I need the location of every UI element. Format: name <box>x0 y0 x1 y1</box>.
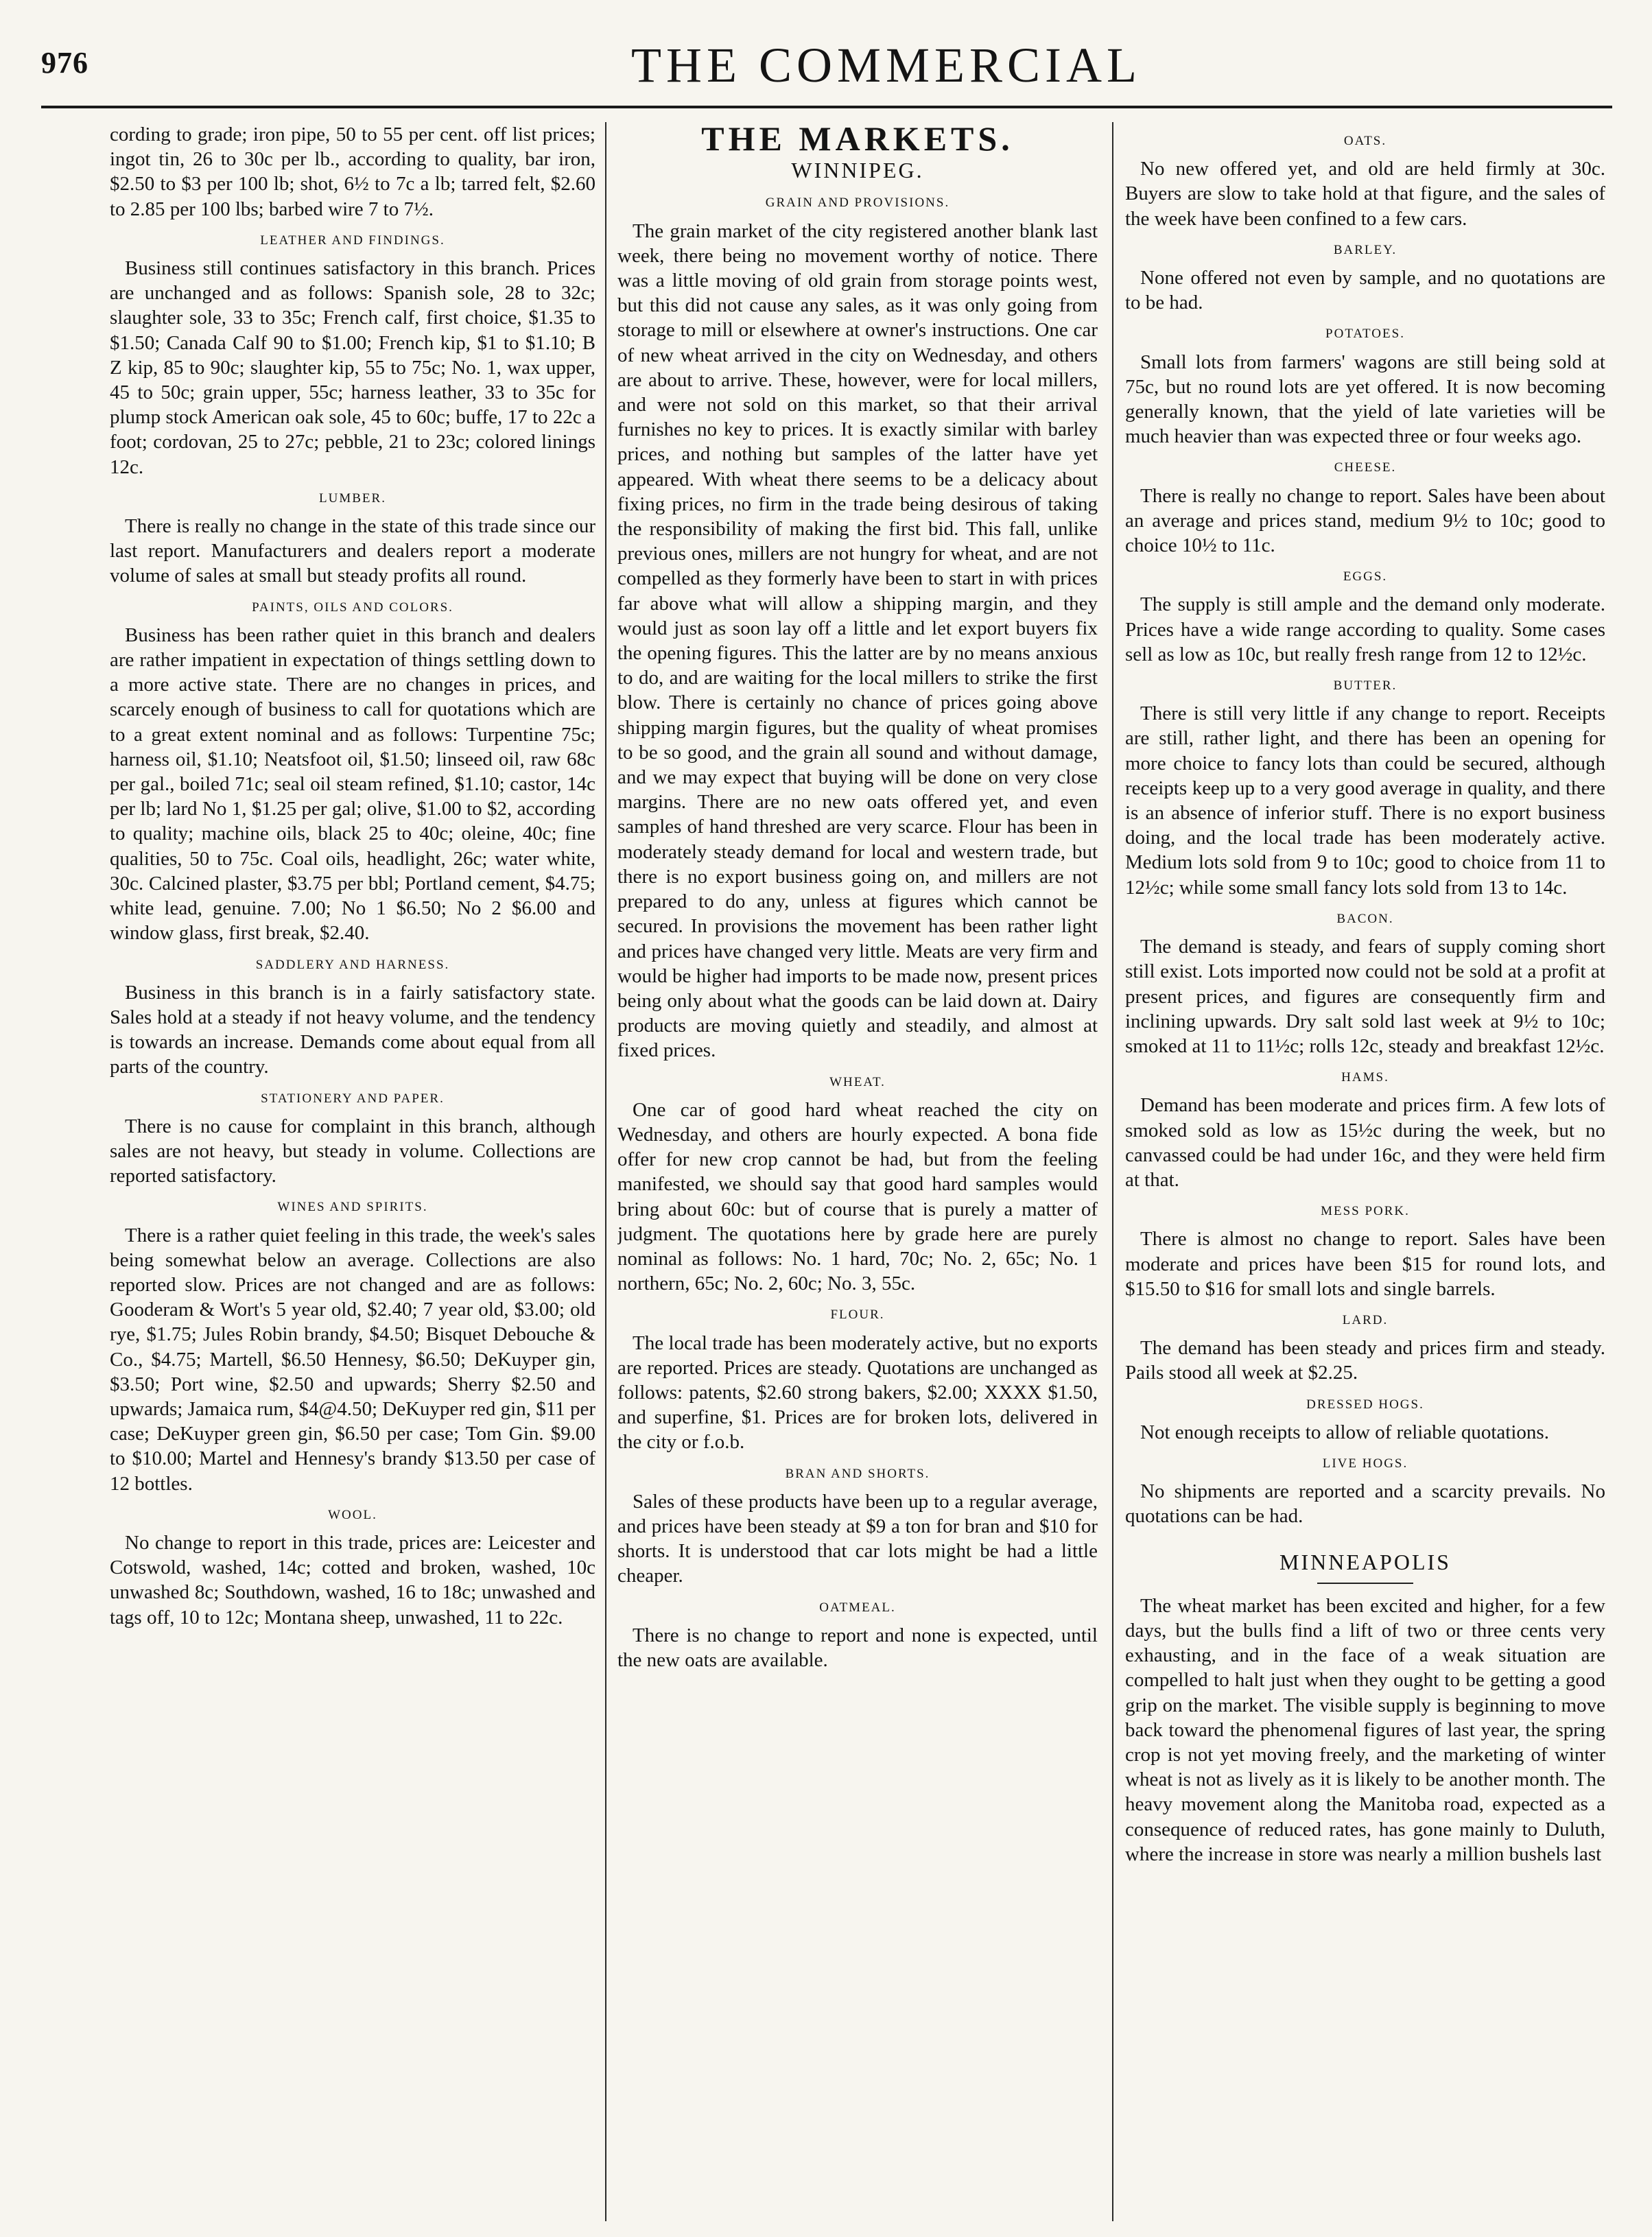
paints-paragraph: Business has been rather quiet in this branch and dealers are rather impatient in expectation of things settling down to a more active state. There are no changes in prices, and scarcely enough of business to call for quotations which are to a great extent nominal and as follows: Turpentine 75c; harness oil, $1.10; Neatsfoot oil, $1.50; linseed oil, raw 68c per gal., boiled 71c; seal oil steam refined, $1.10; castor, 14c per lb; lard No 1, $1.25 per gal; olive, $1.00 to $2, according to quality; machine oils, black 25 to 40c; oleine, 40c; fine qualities, 50 to 75c. Coal oils, headlight, 26c; water white, 30c. Calcined plaster, $3.75 per bbl; Portland cement, $4.75; white lead, genuine. 7.00; No 1 $6.50; No 2 $6.00 and window glass, first break, $2.40. <box>110 624 595 945</box>
leather-heading: LEATHER AND FINDINGS. <box>260 233 445 248</box>
lard-paragraph: The demand has been steady and prices firm and steady. Pails stood all week at $2.25. <box>1125 1337 1605 1384</box>
wool-paragraph: No change to report in this trade, prices are: Leicester and Cotswold, washed, 14c; cotted and broken, washed, 10c unwashed 8c; Southdown, washed, 16 to 18c; unwashed and tags off, 10 to 12c; Montana sheep, unwashed, 11 to 22c. <box>110 1531 595 1629</box>
column-divider-1 <box>605 122 606 2221</box>
potatoes-heading: POTATOES. <box>1325 327 1405 342</box>
live-hogs-heading: LIVE HOGS. <box>1322 1456 1408 1471</box>
column-divider-2 <box>1112 122 1113 2221</box>
mess-pork-paragraph: There is almost no change to report. Sales have been moderate and prices have been $15 for round lots, and $15.50 to $16 for small lots and single barrels. <box>1125 1228 1605 1300</box>
masthead-title: THE COMMERCIAL <box>631 38 1142 93</box>
oats-heading: OATS. <box>1343 134 1387 148</box>
butter-heading: BUTTER. <box>1333 678 1397 694</box>
page-header <box>41 33 1612 102</box>
cheese-heading: CHEESE. <box>1334 460 1397 475</box>
column-3 <box>1125 122 1605 2214</box>
grain-paragraph: The grain market of the city registered another blank last week, there being no movement worthy of notice. There was a little moving of old grain from storage points west, but this did not cause any sales, as it was only going from storage to mill or elsewhere at owner's instructions. One car of new wheat arrived in the city on Wednesday, and others are about to arrive. These, however, were for local millers, and were not sold on this market, so that their arrival furnishes no key to prices. It is exactly similar with barley prices, and nothing but samples of the latter have yet appeared. With wheat there seems to be a delicacy about fixing prices, no firm in the trade being desirous of taking the responsibility of making the first bid. This fall, unlike previous ones, millers are not hungry for wheat, and are not compelled as they formerly have been to start in with prices far above what will allow a shipping margin, and they would just as soon lay off a little and let export buyers fix the opening figures. This the latter are by no means anxious to do, and are waiting for the local millers to strike the first blow. There is certainly no chance of prices going above shipping margin figures, but the quality of wheat promises to be so good, and the grain all sound and without damage, and we may expect that buying will be done on very close margins. There are no new oats offered yet, and even samples of hand threshed are very scarce. Flour has been in moderately steady demand for local and western trade, but there is no export business going on, and millers are not prepared to do any, unless at figures which cannot be secured. In provisions the movement has been rather light and prices have changed very little. Meats are very firm and would be higher had imports to be made now, present prices being only about what the goods can be laid down at. Dairy products are moving quietly and steadily, and almost at fixed prices. <box>617 220 1098 1062</box>
lard-heading: LARD. <box>1342 1312 1389 1327</box>
eggs-heading: EGGS. <box>1343 569 1388 584</box>
oats-paragraph: No new offered yet, and old are held firmly at 30c. Buyers are slow to take hold at that figure, and the sales of the week have been confined to a few cars. <box>1125 158 1605 230</box>
hardware-continued: cording to grade; iron pipe, 50 to 55 per cent. off list prices; ingot tin, 26 to 30c per lb., according to quality, bar iron, $2.50 to $3 per 100 lb; shot, 6½ to 7c a lb; tarred felt, $2.60 to 2.85 per 100 lbs; barbed wire 7 to 7½. <box>110 123 595 220</box>
hams-paragraph: Demand has been moderate and prices firm. A few lots of smoked sold as low as 15½c during the week, but no canvassed could be had under 16c, and they were held firm at that. <box>1125 1094 1605 1191</box>
oatmeal-paragraph: There is no change to report and none is expected, until the new oats are available. <box>617 1624 1098 1671</box>
bran-heading: BRAN AND SHORTS. <box>785 1466 930 1481</box>
bacon-paragraph: The demand is steady, and fears of supply coming short still exist. Lots imported now could not be sold at a profit at present prices, and figures are consequently firm and inclining upwards. Dry salt sold last week at 9½ to 10c; smoked at 11 to 11½c; rolls 12c, steady and breakfast 12½c. <box>1125 936 1605 1057</box>
lumber-paragraph: There is really no change in the state of this trade since our last report. Manufacturers and dealers report a moderate volume of sales at small but steady profits all round. <box>110 515 595 587</box>
dressed-hogs-paragraph: Not enough receipts to allow of reliable quotations. <box>1140 1421 1549 1443</box>
saddlery-heading: SADDLERY AND HARNESS. <box>255 957 450 972</box>
stationery-heading: STATIONERY AND PAPER. <box>261 1091 445 1106</box>
grain-heading: GRAIN AND PROVISIONS. <box>765 196 950 211</box>
header-rule <box>41 106 1612 108</box>
eggs-paragraph: The supply is still ample and the demand only moderate. Prices have a wide range according to quality. Some cases sell as low as 10c, but really fresh range from 12 to 12½c. <box>1125 593 1605 665</box>
live-hogs-paragraph: No shipments are reported and a scarcity prevails. No quotations can be had. <box>1125 1480 1605 1528</box>
wool-heading: WOOL. <box>328 1507 377 1522</box>
page-number: 976 <box>41 46 88 80</box>
wines-heading: WINES AND SPIRITS. <box>277 1200 428 1215</box>
bran-paragraph: Sales of these products have been up to a regular average, and prices have been steady at $9 a ton for bran and $10 for shorts. It is understood that car lots might be had a little cheaper. <box>617 1490 1098 1587</box>
wheat-heading: WHEAT. <box>829 1074 886 1089</box>
markets-title: THE MARKETS. <box>701 122 1014 158</box>
wheat-paragraph: One car of good hard wheat reached the city on Wednesday, and others are hourly expected. A bona fide offer for new crop cannot be had, but from the feeling manifested, we should say that good hard samples would bring about 60c: but of course that is purely a matter of judgment. The quotations here by grade here are purely nominal as follows: No. 1 hard, 70c; No. 2, 65c; No. 1 northern, 65c; No. 2, 60c; No. 3, 55c. <box>617 1098 1098 1295</box>
paints-heading: PAINTS, OILS AND COLORS. <box>252 600 453 615</box>
dressed-hogs-heading: DRESSED HOGS. <box>1306 1397 1424 1412</box>
city-rule <box>1317 1583 1413 1584</box>
cheese-paragraph: There is really no change to report. Sales have been about an average and prices stand, medium 9½ to 10c; good to choice 10½ to 11c. <box>1125 484 1605 557</box>
oatmeal-heading: OATMEAL. <box>819 1600 896 1615</box>
city-heading-winnipeg: WINNIPEG. <box>791 158 924 183</box>
flour-paragraph: The local trade has been moderately active, but no exports are reported. Prices are steady. Quotations are unchanged as follows: patents, $2.60 strong bakers, $2.00; XXXX $1.50, and superfine, $1. Prices are for broken lots, delivered in the city or f.o.b. <box>617 1331 1098 1454</box>
city-heading-minneapolis: MINNEAPOLIS <box>1279 1549 1451 1574</box>
column-1 <box>110 122 595 2214</box>
lumber-heading: LUMBER. <box>319 490 386 506</box>
wines-paragraph: There is a rather quiet feeling in this trade, the week's sales being somewhat below an average. Collections are also reported slow. Prices are not changed and are as follows: Gooderam & Wort's 5 year old, $2.40; 7 year old, $3.00; old rye, $1.75; Jules Robin brandy, $4.50; Bisquet Debouche & Co., $4.75; Martell, $6.50 Hennesy, $6.50; DeKuyper gin, $3.50; Port wine, $2.50 and upwards; Sherry $2.50 and upwards; Jamaica rum, $4@4.50; DeKuyper red gin, $11 per case; DeKuyper green gin, $6.50 per case; Tom Gin. $9.00 to $10.00; Martel and Hennesy's brandy $13.50 per case of 12 bottles. <box>110 1224 595 1495</box>
bacon-heading: BACON. <box>1336 911 1394 926</box>
leather-paragraph: Business still continues satisfactory in this branch. Prices are unchanged and as follows: Spanish sole, 28 to 32c; slaughter sole, 33 to 35c; French calf, first choice, $1.35 to $1.50; Canada Calf 90 to $1.00; French kip, $1 to $1.10; B Z kip, 85 to 90c; slaughter kip, 55 to 75c; No. 1, wax upper, 45 to 50c; grain upper, 55c; harness leather, 33 to 35c for plump stock American oak sole, 45 to 60c; buffe, 17 to 22c a foot; cordovan, 25 to 27c; pebble, 21 to 23c; colored linings 12c. <box>110 257 595 478</box>
hams-heading: HAMS. <box>1341 1070 1389 1085</box>
stationery-paragraph: There is no cause for complaint in this branch, although sales are not heavy, but steady in volume. Collections are reported satisfactory. <box>110 1115 595 1187</box>
potatoes-paragraph: Small lots from farmers' wagons are still being sold at 75c, but no round lots are yet offered. It is now becoming generally known, that the yield of late varieties will be much heavier than was expected three or four weeks ago. <box>1125 351 1605 448</box>
saddlery-paragraph: Business in this branch is in a fairly satisfactory state. Sales hold at a steady if not heavy volume, and the tendency is towards an increase. Demands come about equal from all parts of the country. <box>110 981 595 1078</box>
butter-paragraph: There is still very little if any change to report. Receipts are still, rather light, and there has been an opening for more choice to fancy lots than could be secured, although receipts keep up to a very good average in quality, and there is an absence of inferior stuff. There is no export business doing, and the local trade has been moderately active. Medium lots sold from 9 to 10c; good to choice from 11 to 12½c; while some small fancy lots sold from 13 to 14c. <box>1125 702 1605 899</box>
mess-pork-heading: MESS PORK. <box>1321 1204 1410 1219</box>
barley-paragraph: None offered not even by sample, and no quotations are to be had. <box>1125 267 1605 314</box>
flour-heading: FLOUR. <box>830 1307 885 1323</box>
column-2 <box>617 122 1098 2214</box>
barley-heading: BARLEY. <box>1333 242 1397 257</box>
minneapolis-paragraph: The wheat market has been excited and higher, for a few days, but the bulls find a lift of two or three cents very exhausting, and in the face of a weak situation are compelled to halt just when they ought to be getting a good grip on the market. The visible supply is beginning to move back toward the phenomenal figures of last year, the spring crop is not yet moving freely, and the marketing of winter wheat is not as lively as it is likely to be another month. The heavy movement along the Manitoba road, expected as a consequence of reduced rates, has gone mainly to Duluth, where the increase in store was nearly a million bushels last <box>1125 1594 1605 1865</box>
